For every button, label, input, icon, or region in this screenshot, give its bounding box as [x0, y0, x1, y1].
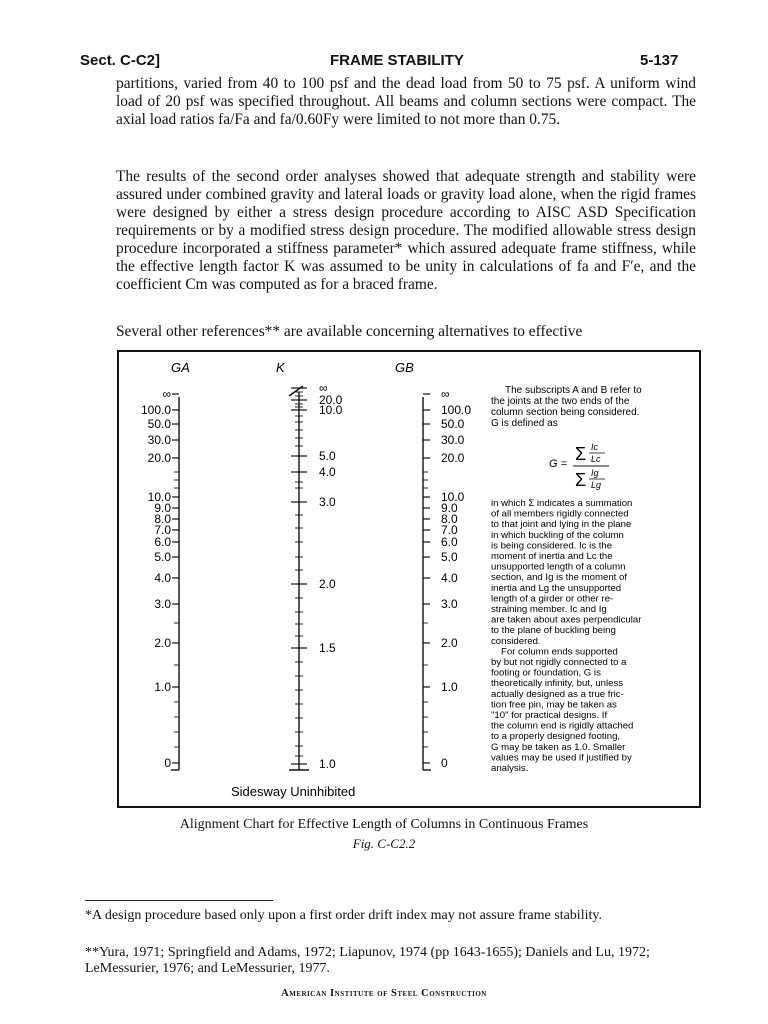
description-line: "10" for practical designs. If — [491, 710, 608, 721]
description-line: straining member. Ic and Ig — [491, 604, 607, 615]
description-line: is being considered. Ic is the — [491, 540, 613, 552]
note-line: column section being considered. — [491, 407, 640, 418]
figure-number: Fig. C-C2.2 — [352, 836, 416, 851]
k-tick-label: 4.0 — [319, 465, 336, 479]
description-line: theoretically infinity, but, unless — [491, 678, 624, 690]
description-line: analysis. — [491, 763, 529, 774]
header-section: Sect. C-C2] — [80, 52, 161, 69]
description-line: in which Σ indicates a summation — [491, 498, 633, 509]
note-line: The subscripts A and B refer to — [505, 385, 642, 396]
gb-tick-label: 6.0 — [441, 535, 458, 549]
gb-tick-label: 7.0 — [441, 523, 458, 537]
ga-tick-label: 2.0 — [154, 636, 171, 650]
formula-lc: Lc — [591, 454, 601, 464]
k-tick-label: 1.5 — [319, 641, 336, 655]
ga-tick-label: 10.0 — [147, 490, 171, 504]
gb-tick-label: 20.0 — [441, 451, 465, 465]
note-line: G is defined as — [491, 418, 558, 429]
ga-tick-label: 7.0 — [154, 523, 171, 537]
ga-tick-label: 8.0 — [154, 512, 171, 526]
ga-tick-label: 5.0 — [154, 550, 171, 564]
formula-ig: Ig — [591, 468, 599, 478]
description-line: tion free pin, may be taken as — [491, 699, 617, 711]
ga-tick-label: 50.0 — [147, 417, 171, 431]
gb-tick-labels — [423, 387, 471, 770]
chart-note — [491, 385, 642, 429]
ga-tick-label: 20.0 — [147, 451, 171, 465]
chart-description — [491, 498, 642, 774]
description-line: to a properly designed footing, — [491, 731, 621, 743]
gb-tick-label: 3.0 — [441, 597, 458, 611]
description-line: to that joint and lying in the plane — [491, 519, 632, 531]
paragraph-1: partitions, varied from 40 to 100 psf and the dead load from 50 to 75 psf. A uniform wind load of 20 psf was specified throughout. All beams and column sections were compact. The axial load ratios fa/Fa and fa/0.60Fy were limited to not more than 0.75. — [116, 75, 696, 128]
alignment-chart-frame — [117, 350, 701, 808]
description-line: in which buckling of the column — [491, 529, 624, 541]
footnote-1: *A design procedure based only upon a first order drift index may not assure frame stability. — [85, 908, 602, 923]
scale-title-gb: GB — [395, 360, 414, 375]
ga-tick-label: ∞ — [162, 387, 171, 401]
description-line: to the plane of buckling being — [491, 625, 616, 637]
ga-tick-label: 0 — [164, 756, 171, 770]
k-tick-label: 3.0 — [319, 495, 336, 509]
description-line: of all members rigidly connected — [491, 508, 629, 520]
k-tick-label: 5.0 — [319, 449, 336, 463]
minor-ticks — [174, 392, 428, 756]
page-number: 5-137 — [640, 52, 679, 69]
description-line: length of a girder or other re- — [491, 593, 614, 605]
alignment-chart — [119, 352, 699, 806]
k-tick-label: 1.0 — [319, 757, 336, 771]
description-line: section, and Ig is the moment of — [491, 572, 627, 584]
gb-tick-label: 9.0 — [441, 501, 458, 515]
gb-tick-label: 10.0 — [441, 490, 465, 504]
description-line: inertia and Lg the unsupported — [491, 582, 622, 594]
gb-tick-label: 5.0 — [441, 550, 458, 564]
sidesway-label: Sidesway Uninhibited — [231, 784, 356, 799]
k-tick-label: 2.0 — [319, 577, 336, 591]
page-footer: American Institute of Steel Construction — [281, 988, 487, 999]
description-line: footing or foundation, G is — [491, 667, 601, 679]
gb-tick-label: 30.0 — [441, 433, 465, 447]
gb-tick-label: 2.0 — [441, 636, 458, 650]
gb-tick-label: 0 — [441, 756, 448, 770]
ga-tick-label: 100.0 — [140, 403, 171, 417]
formula-ic: Ic — [591, 442, 599, 452]
description-line: the column end is rigidly attached — [491, 720, 634, 732]
ga-tick-label: 1.0 — [154, 680, 171, 694]
ga-tick-label: 30.0 — [147, 433, 171, 447]
gb-tick-label: 8.0 — [441, 512, 458, 526]
scale-title-ga: GA — [171, 360, 190, 375]
description-line: are taken about axes perpendicular — [491, 614, 642, 626]
formula-sigma-bottom: Σ — [575, 470, 587, 490]
scale-title-k: K — [276, 360, 285, 375]
ga-tick-label: 9.0 — [154, 501, 171, 515]
gb-tick-label: 1.0 — [441, 680, 458, 694]
description-line: moment of inertia and Lc the — [491, 551, 613, 562]
k-tick-label: ∞ — [319, 381, 328, 395]
ga-tick-label: 4.0 — [154, 571, 171, 585]
ga-tick-labels — [141, 387, 179, 770]
ga-tick-label: 6.0 — [154, 535, 171, 549]
description-line: actually designed as a true fric- — [491, 688, 624, 700]
gb-tick-label: 100.0 — [441, 403, 472, 417]
header-title: FRAME STABILITY — [330, 52, 464, 69]
formula-g: G = — [549, 458, 568, 470]
paragraph-2: The results of the second order analyses showed that adequate strength and stability were assured under combined gravity and lateral loads or gravity load alone, when the rigid frames were designed by either a stress design procedure according to AISC ASD Specification requirements or by a modified stress design procedure. The modified allowable stress design procedure incorporated a stiffness parameter* which assured adequate frame stiffness, while the effective length factor K was assumed to be unity in calculations of fa and F′e, and the coefficient Cm was computed as for a braced frame. — [116, 168, 696, 293]
footnote-2: **Yura, 1971; Springfield and Adams, 1972; Liapunov, 1974 (pp 1643-1655); Daniels and Lu, 1972; LeMessurier, 1976; and LeMessurier, 1977. — [85, 945, 650, 976]
gb-tick-label: 4.0 — [441, 571, 458, 585]
description-line: values may be used if justified by — [491, 752, 632, 764]
description-line: by but not rigidly connected to a — [491, 657, 627, 668]
description-line: G may be taken as 1.0. Smaller — [491, 741, 626, 753]
paragraph-3: Several other references** are available concerning alternatives to effective — [116, 323, 583, 340]
formula-lg: Lg — [591, 480, 602, 490]
formula-sigma-top: Σ — [575, 444, 587, 464]
gb-tick-label: 50.0 — [441, 417, 465, 431]
ga-tick-label: 3.0 — [154, 597, 171, 611]
k-tick-label: 20.0 — [319, 393, 343, 407]
note-line: the joints at the two ends of the — [491, 396, 630, 407]
figure-caption: Alignment Chart for Effective Length of Columns in Continuous Frames — [179, 817, 589, 832]
description-line: For column ends supported — [501, 646, 618, 658]
g-formula — [549, 442, 609, 490]
gb-tick-label: ∞ — [441, 387, 450, 401]
description-line: considered. — [491, 635, 541, 647]
k-tick-label: 10.0 — [319, 403, 343, 417]
footnote-rule — [85, 900, 273, 901]
description-line: unsupported length of a column — [491, 561, 626, 573]
